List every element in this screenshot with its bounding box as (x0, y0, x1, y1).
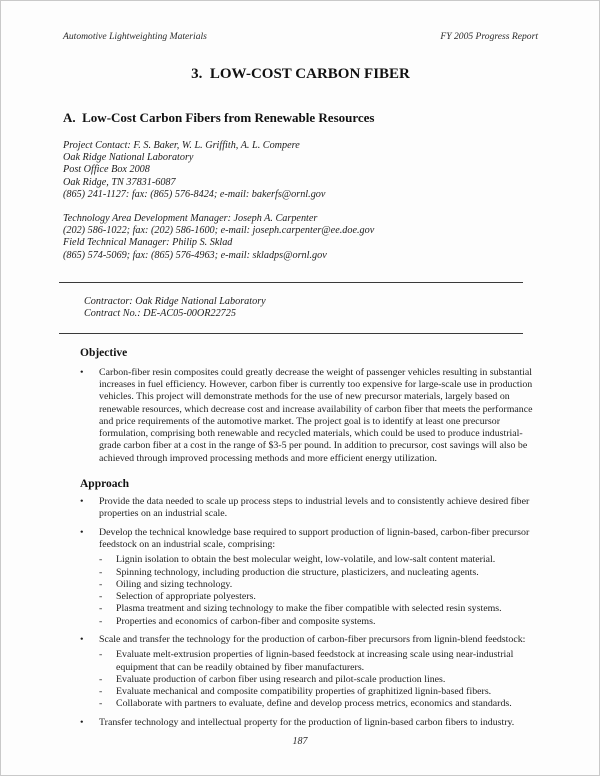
approach-sub-text: Evaluate mechanical and composite compatibility properties of graphitized lignin-based fibers. (116, 686, 492, 698)
dash-marker: - (99, 649, 103, 661)
dash-marker: - (99, 591, 103, 603)
approach-sub-item (63, 649, 538, 674)
approach-sub-text: Evaluate melt-extrusion properties of lignin-based feedstock at increasing scale using near-industrial equipment that can be readily obtained by fiber manufacturers. (116, 649, 514, 673)
manager-line: (865) 574-5069; fax: (865) 576-4963; e-mail: skladps@ornl.gov (63, 249, 327, 261)
approach-bullet-text: Develop the technical knowledge base required to support production of lignin-based, carbon-fiber precursor feedstock on an industrial scale, comprising: (99, 526, 530, 550)
chapter-title: 3. LOW-COST CARBON FIBER (191, 66, 410, 82)
approach-sub-item (63, 616, 538, 628)
approach-sub-item (63, 674, 538, 686)
contact-line: Project Contact: F. S. Baker, W. L. Griffith, A. L. Compere (63, 140, 300, 151)
approach-sub-text: Selection of appropriate polyesters. (116, 591, 256, 603)
approach-sub-item (63, 698, 538, 710)
approach-sub-text: Lignin isolation to obtain the best molecular weight, low-volatile, and low-salt content material. (116, 554, 496, 566)
bullet-marker: • (80, 633, 84, 645)
objective-bullet (63, 367, 538, 465)
managers-block (63, 213, 538, 262)
contact-line: Post Office Box 2008 (63, 164, 150, 176)
running-header-right: FY 2005 Progress Report (440, 31, 538, 42)
bullet-marker: • (80, 496, 84, 508)
running-header (63, 31, 538, 42)
approach-sub-item (63, 591, 538, 603)
objective-bullet-text: Carbon-fiber resin composites could greatly decrease the weight of passenger vehicles resulting in substantial increases in fuel efficiency. However, carbon fiber is currently too expensive for large-scale use in production vehicles. This project will demonstrate methods for the use of new precursor materials, largely based on renewable resources, which decrease cost and increase availability of carbon fiber that meets the performance and price requirements of the automotive market. The project goal is to identify at least one precursor formulation, comprising both renewable and recycled materials, which could be used to produce industrial-grade carbon fiber at a cost in the range of $3-5 per pound. In addition to precursor, cost savings will also be achieved through improved processing methods and more efficient energy utilization. (99, 366, 533, 464)
approach-sub-item (63, 554, 538, 566)
approach-sub-text: Properties and economics of carbon-fiber and composite systems. (116, 615, 376, 627)
dash-marker: - (99, 673, 103, 685)
approach-sub-text: Evaluate production of carbon fiber using research and pilot-scale production lines. (116, 673, 446, 685)
contact-line: (865) 241-1127: fax: (865) 576-8424; e-mail: bakerfs@ornl.gov (63, 188, 326, 200)
bullet-marker: • (80, 366, 84, 378)
approach-bullet (63, 634, 538, 646)
approach-bullet (63, 496, 538, 521)
approach-sub-item (63, 567, 538, 579)
approach-sub-list (63, 554, 538, 628)
divider-rule-bottom (59, 333, 523, 334)
bullet-marker: • (80, 716, 84, 728)
dash-marker: - (99, 686, 103, 698)
approach-sub-text: Collaborate with partners to evaluate, define and develop process metrics, economics and standards. (116, 698, 512, 710)
dash-marker: - (99, 698, 103, 710)
approach-bullet (63, 717, 538, 729)
approach-bullet-text: Provide the data needed to scale up process steps to industrial levels and to consistently achieve desired fiber properties on an industrial scale. (99, 496, 530, 520)
divider-rule-top (59, 282, 523, 283)
approach-sub-text: Oiling and sizing technology. (116, 578, 233, 590)
contact-line: Oak Ridge National Laboratory (63, 152, 194, 164)
dash-marker: - (99, 615, 103, 627)
page-number: 187 (292, 736, 308, 747)
dash-marker: - (99, 578, 103, 590)
approach-bullet-text: Scale and transfer the technology for the production of carbon-fiber precursors from lignin-blend feedstock: (99, 633, 526, 645)
approach-sub-text: Spinning technology, including production die structure, plasticizers, and nucleating agents. (116, 566, 479, 578)
approach-bullet-text: Transfer technology and intellectual property for the production of lignin-based carbon fibers to industry. (99, 716, 515, 728)
contractor-block (63, 296, 538, 321)
contractor-line: Contract No.: DE-AC05-00OR22725 (84, 308, 236, 320)
running-header-left: Automotive Lightweighting Materials (63, 31, 207, 42)
approach-sub-item (63, 686, 538, 698)
contact-line: Oak Ridge, TN 37831-6087 (63, 176, 176, 188)
objective-section (63, 367, 538, 465)
approach-sub-list (63, 649, 538, 710)
approach-heading: Approach (80, 478, 129, 491)
objective-heading: Objective (80, 346, 128, 359)
manager-line: Technology Area Development Manager: Joseph A. Carpenter (63, 213, 318, 225)
approach-section (63, 496, 538, 729)
project-contact-block (63, 140, 538, 201)
approach-bullet (63, 527, 538, 552)
dash-marker: - (99, 566, 103, 578)
dash-marker: - (99, 554, 103, 566)
section-title: A. Low-Cost Carbon Fibers from Renewable Resources (63, 110, 375, 125)
manager-line: (202) 586-1022; fax: (202) 586-1600; e-mail: joseph.carpenter@ee.doe.gov (63, 225, 375, 237)
manager-line: Field Technical Manager: Philip S. Sklad (63, 237, 233, 249)
contractor-line: Contractor: Oak Ridge National Laboratory (84, 295, 266, 307)
approach-sub-item (63, 579, 538, 591)
approach-sub-text: Plasma treatment and sizing technology to make the fiber compatible with selected resin systems. (116, 603, 502, 615)
dash-marker: - (99, 603, 103, 615)
approach-sub-item (63, 603, 538, 615)
bullet-marker: • (80, 526, 84, 538)
